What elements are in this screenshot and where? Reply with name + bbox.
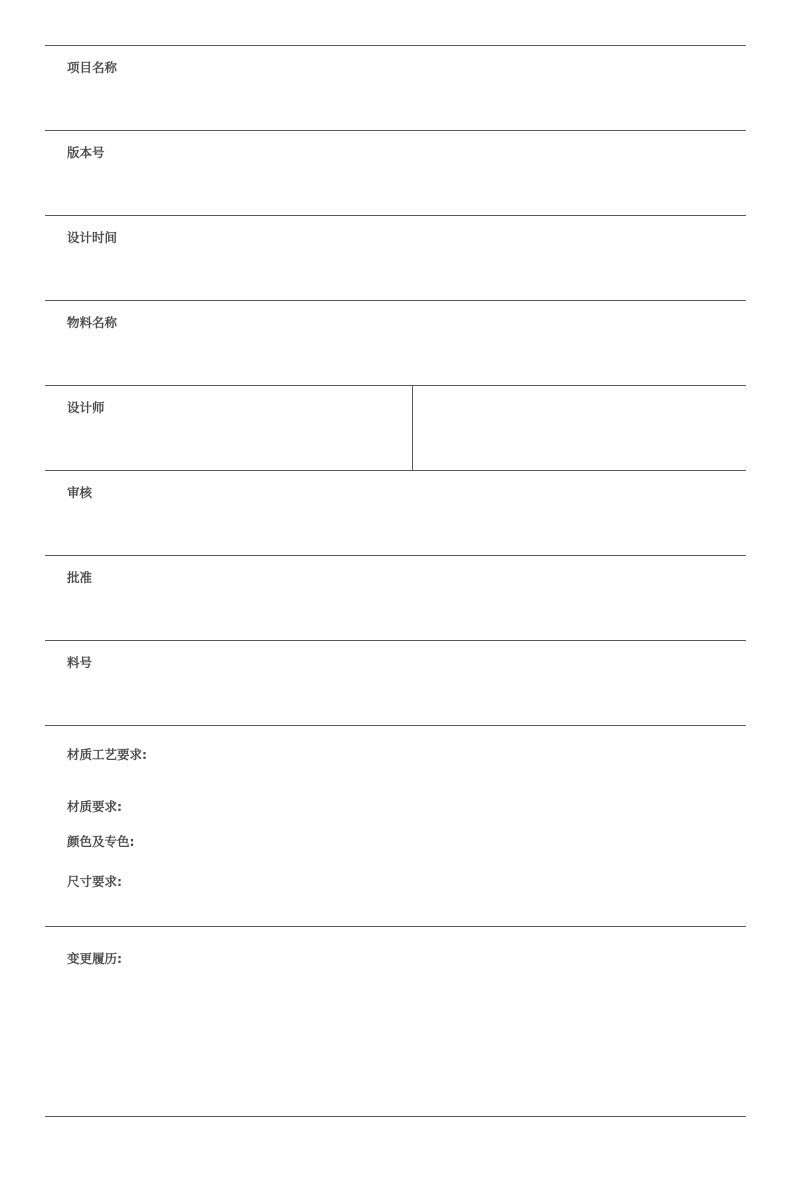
row-version (45, 131, 746, 216)
material-name-field[interactable] (185, 313, 736, 333)
version-label: 版本号 (67, 145, 105, 160)
approve-label: 批准 (67, 570, 93, 585)
row-designer (45, 386, 746, 471)
row-project-name (45, 46, 746, 131)
material-name-label: 物料名称 (67, 315, 118, 330)
size-requirement-label: 尺寸要求: (67, 874, 122, 889)
project-name-label: 项目名称 (67, 60, 118, 75)
change-history-label: 变更履历: (67, 951, 122, 966)
color-spot-color-label: 颜色及专色: (67, 834, 135, 849)
review-field[interactable] (185, 483, 736, 503)
row-part-number (45, 641, 746, 726)
row-material-name (45, 301, 746, 386)
row-design-time (45, 216, 746, 301)
design-time-field[interactable] (185, 228, 736, 248)
row-review (45, 471, 746, 556)
design-time-label: 设计时间 (67, 230, 118, 245)
material-requirement-label: 材质要求: (67, 799, 122, 814)
part-number-label: 料号 (67, 655, 93, 670)
project-name-field[interactable] (185, 58, 736, 78)
approve-field[interactable] (185, 568, 736, 588)
design-spec-form (45, 45, 746, 1117)
row-material-process (45, 726, 746, 927)
part-number-field[interactable] (185, 653, 736, 673)
material-process-label: 材质工艺要求: (67, 747, 147, 762)
designer-signature-cell[interactable] (413, 386, 746, 470)
row-change-history (45, 927, 746, 1117)
review-label: 审核 (67, 485, 93, 500)
version-field[interactable] (185, 143, 736, 163)
designer-label: 设计师 (67, 400, 105, 415)
row-approve (45, 556, 746, 641)
